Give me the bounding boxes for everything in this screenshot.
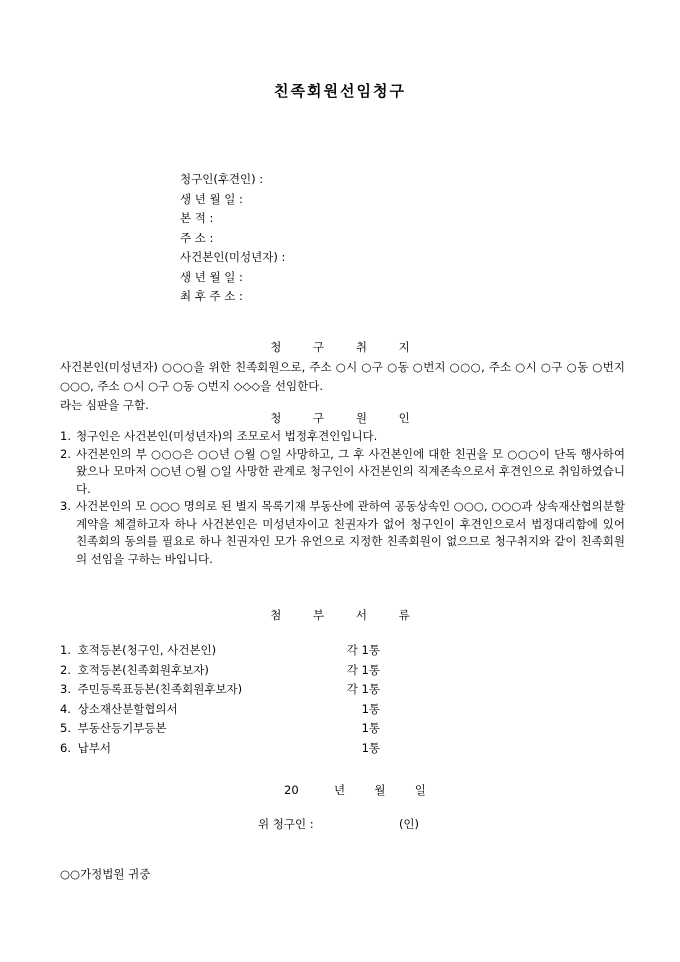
attachment-number: 5. (60, 721, 71, 735)
purpose-heading: 청 구 취 지 (270, 340, 424, 354)
attachment-qty: 각 1통 (346, 682, 380, 696)
attachment-item (60, 661, 400, 681)
attachment-name: 부동산등기부등본 (77, 721, 167, 735)
date-month: 월 (374, 783, 386, 797)
attachment-qty: 1통 (361, 740, 380, 755)
attachment-name: 납부서 (77, 740, 111, 755)
attachment-number: 2. (60, 662, 71, 677)
attachment-name: 호적등본(친족회원후보자) (77, 662, 209, 677)
attachments-list (60, 641, 400, 758)
principal-birthdate-label: 생 년 월 일 : (180, 269, 243, 284)
party-info (180, 170, 285, 307)
attachments-heading: 첨 부 서 류 (270, 608, 424, 622)
reason-item (60, 446, 625, 499)
attachment-number: 1. (60, 643, 71, 657)
reason-number: 3. (60, 499, 71, 513)
address-label: 주 소 : (180, 230, 214, 245)
principal-label: 사건본인(미성년자) : (180, 250, 286, 264)
attachment-item (60, 700, 400, 720)
purpose-section (60, 358, 625, 415)
claimant-label: 청구인(후견인) : (180, 172, 264, 186)
date-day: 일 (414, 783, 426, 797)
reason-text: 사건본인의 부 ○○○은 ○○년 ○월 ○일 사망하고, 그 후 사건본인에 대한 친권을 모 ○○○이 단독 행사하여 왔으나 모마저 ○○년 ○월 ○일 사망한 관계로 청구인이 사건본인의 직계존속으로서 후견인으로 취임하였습니다. (76, 446, 625, 496)
date-year-unit: 년 (333, 783, 346, 797)
reason-number: 2. (60, 446, 71, 461)
reasons-list (60, 428, 625, 568)
attachment-number: 6. (60, 740, 71, 755)
document-date (284, 782, 426, 798)
reason-number: 1. (60, 429, 71, 443)
signature-line (258, 816, 419, 832)
attachment-name: 호적등본(청구인, 사건본인) (77, 643, 217, 657)
domicile-label: 본 적 : (180, 211, 214, 225)
signature-label: 위 청구인 : (258, 817, 314, 831)
attachment-qty: 각 1통 (346, 662, 380, 677)
attachment-item (60, 641, 400, 661)
attachment-qty: 각 1통 (346, 643, 380, 657)
purpose-body: 사건본인(미성년자) ○○○을 위한 친족회원으로, 주소 ○시 ○구 ○동 ○번지 ○○○, 주소 ○시 ○구 ○동 ○번지 ○○○, 주소 ○시 ○구 ○동 ○번지 ◇◇◇을 선임한다. (60, 360, 625, 393)
attachment-item (60, 719, 400, 739)
last-address-label: 최 후 주 소 : (180, 289, 243, 303)
court-addressee: ○○가정법원 귀중 (60, 867, 151, 881)
attachment-item (60, 680, 400, 700)
purpose-closing: 라는 심판을 구함. (60, 398, 149, 412)
reason-text: 청구인은 사건본인(미성년자)의 조모로서 법정후견인입니다. (76, 429, 378, 443)
attachment-number: 4. (60, 701, 71, 716)
attachment-qty: 1통 (361, 701, 380, 716)
reason-item (60, 498, 625, 568)
document-title: 친족회원선임청구 (274, 82, 406, 100)
reason-item (60, 428, 625, 446)
attachment-name: 상소재산분할협의서 (77, 701, 178, 716)
date-year: 20 (284, 783, 299, 797)
attachment-number: 3. (60, 682, 71, 696)
seal-mark: (인) (398, 817, 420, 831)
attachment-qty: 1통 (361, 721, 380, 735)
claimant-birthdate-label: 생 년 월 일 : (180, 191, 243, 206)
reason-text: 사건본인의 모 ○○○ 명의로 된 별지 목록기재 부동산에 관하여 공동상속인 ○○○, ○○○과 상속재산협의분할계약을 체결하고자 하나 사건본인은 미성년자이고 친권자가 없어 청구인이 후견인으로서 법정대리함에 있어 친족회의 동의를 필요로 하나 친권자인 모가 유언으로 지정한 친족회원이 없으므로 청구취지와 같이 친족회원의 선임을 구하는 바입니다. (76, 499, 625, 566)
reasons-heading: 청 구 원 인 (270, 411, 424, 425)
attachment-name: 주민등록표등본(친족회원후보자) (77, 682, 243, 696)
attachment-item (60, 739, 400, 759)
